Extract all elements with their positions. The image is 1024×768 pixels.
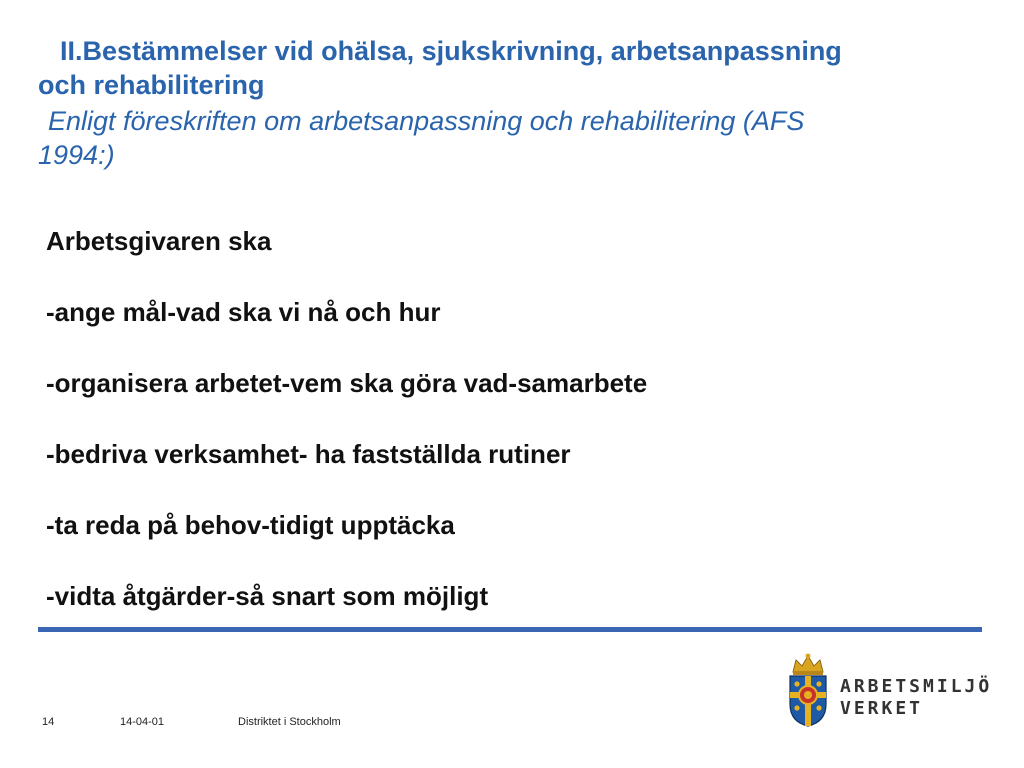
list-item: -bedriva verksamhet- ha fastställda rutiner [46,439,571,469]
list-item: -vidta åtgärder-så snart som möjligt [46,581,489,611]
body-list [46,222,946,648]
list-item: -ange mål-vad ska vi nå och hur [46,297,441,327]
footer-page-number: 14 [42,716,55,728]
slide-subtitle [38,104,978,172]
divider-rule [38,627,982,632]
body-heading: Arbetsgivaren ska [46,226,272,256]
footer-date: 14-04-01 [120,716,165,728]
coat-of-arms-icon [784,652,832,728]
slide-title-block [38,34,978,172]
slide-subtitle-line-2: 1994:) [38,140,115,170]
slide-subtitle-line-1: Enligt föreskriften om arbetsanpassning och rehabilitering (AFS [48,106,805,136]
footer-district: Distriktet i Stockholm [238,716,341,728]
slide-title-line-2: och rehabilitering [38,70,265,100]
logo-wordmark [840,676,992,720]
logo-text-line-1: ARBETSMILJÖ [840,676,993,697]
arbetsmiljoverket-logo [784,652,994,728]
list-item: -ta reda på behov-tidigt upptäcka [46,510,455,540]
logo-text-line-2: VERKET [840,698,924,719]
list-item: -organisera arbetet-vem ska göra vad-samarbete [46,368,648,398]
slide-title-line-1: II.Bestämmelser vid ohälsa, sjukskrivning, arbetsanpassning [60,36,842,66]
